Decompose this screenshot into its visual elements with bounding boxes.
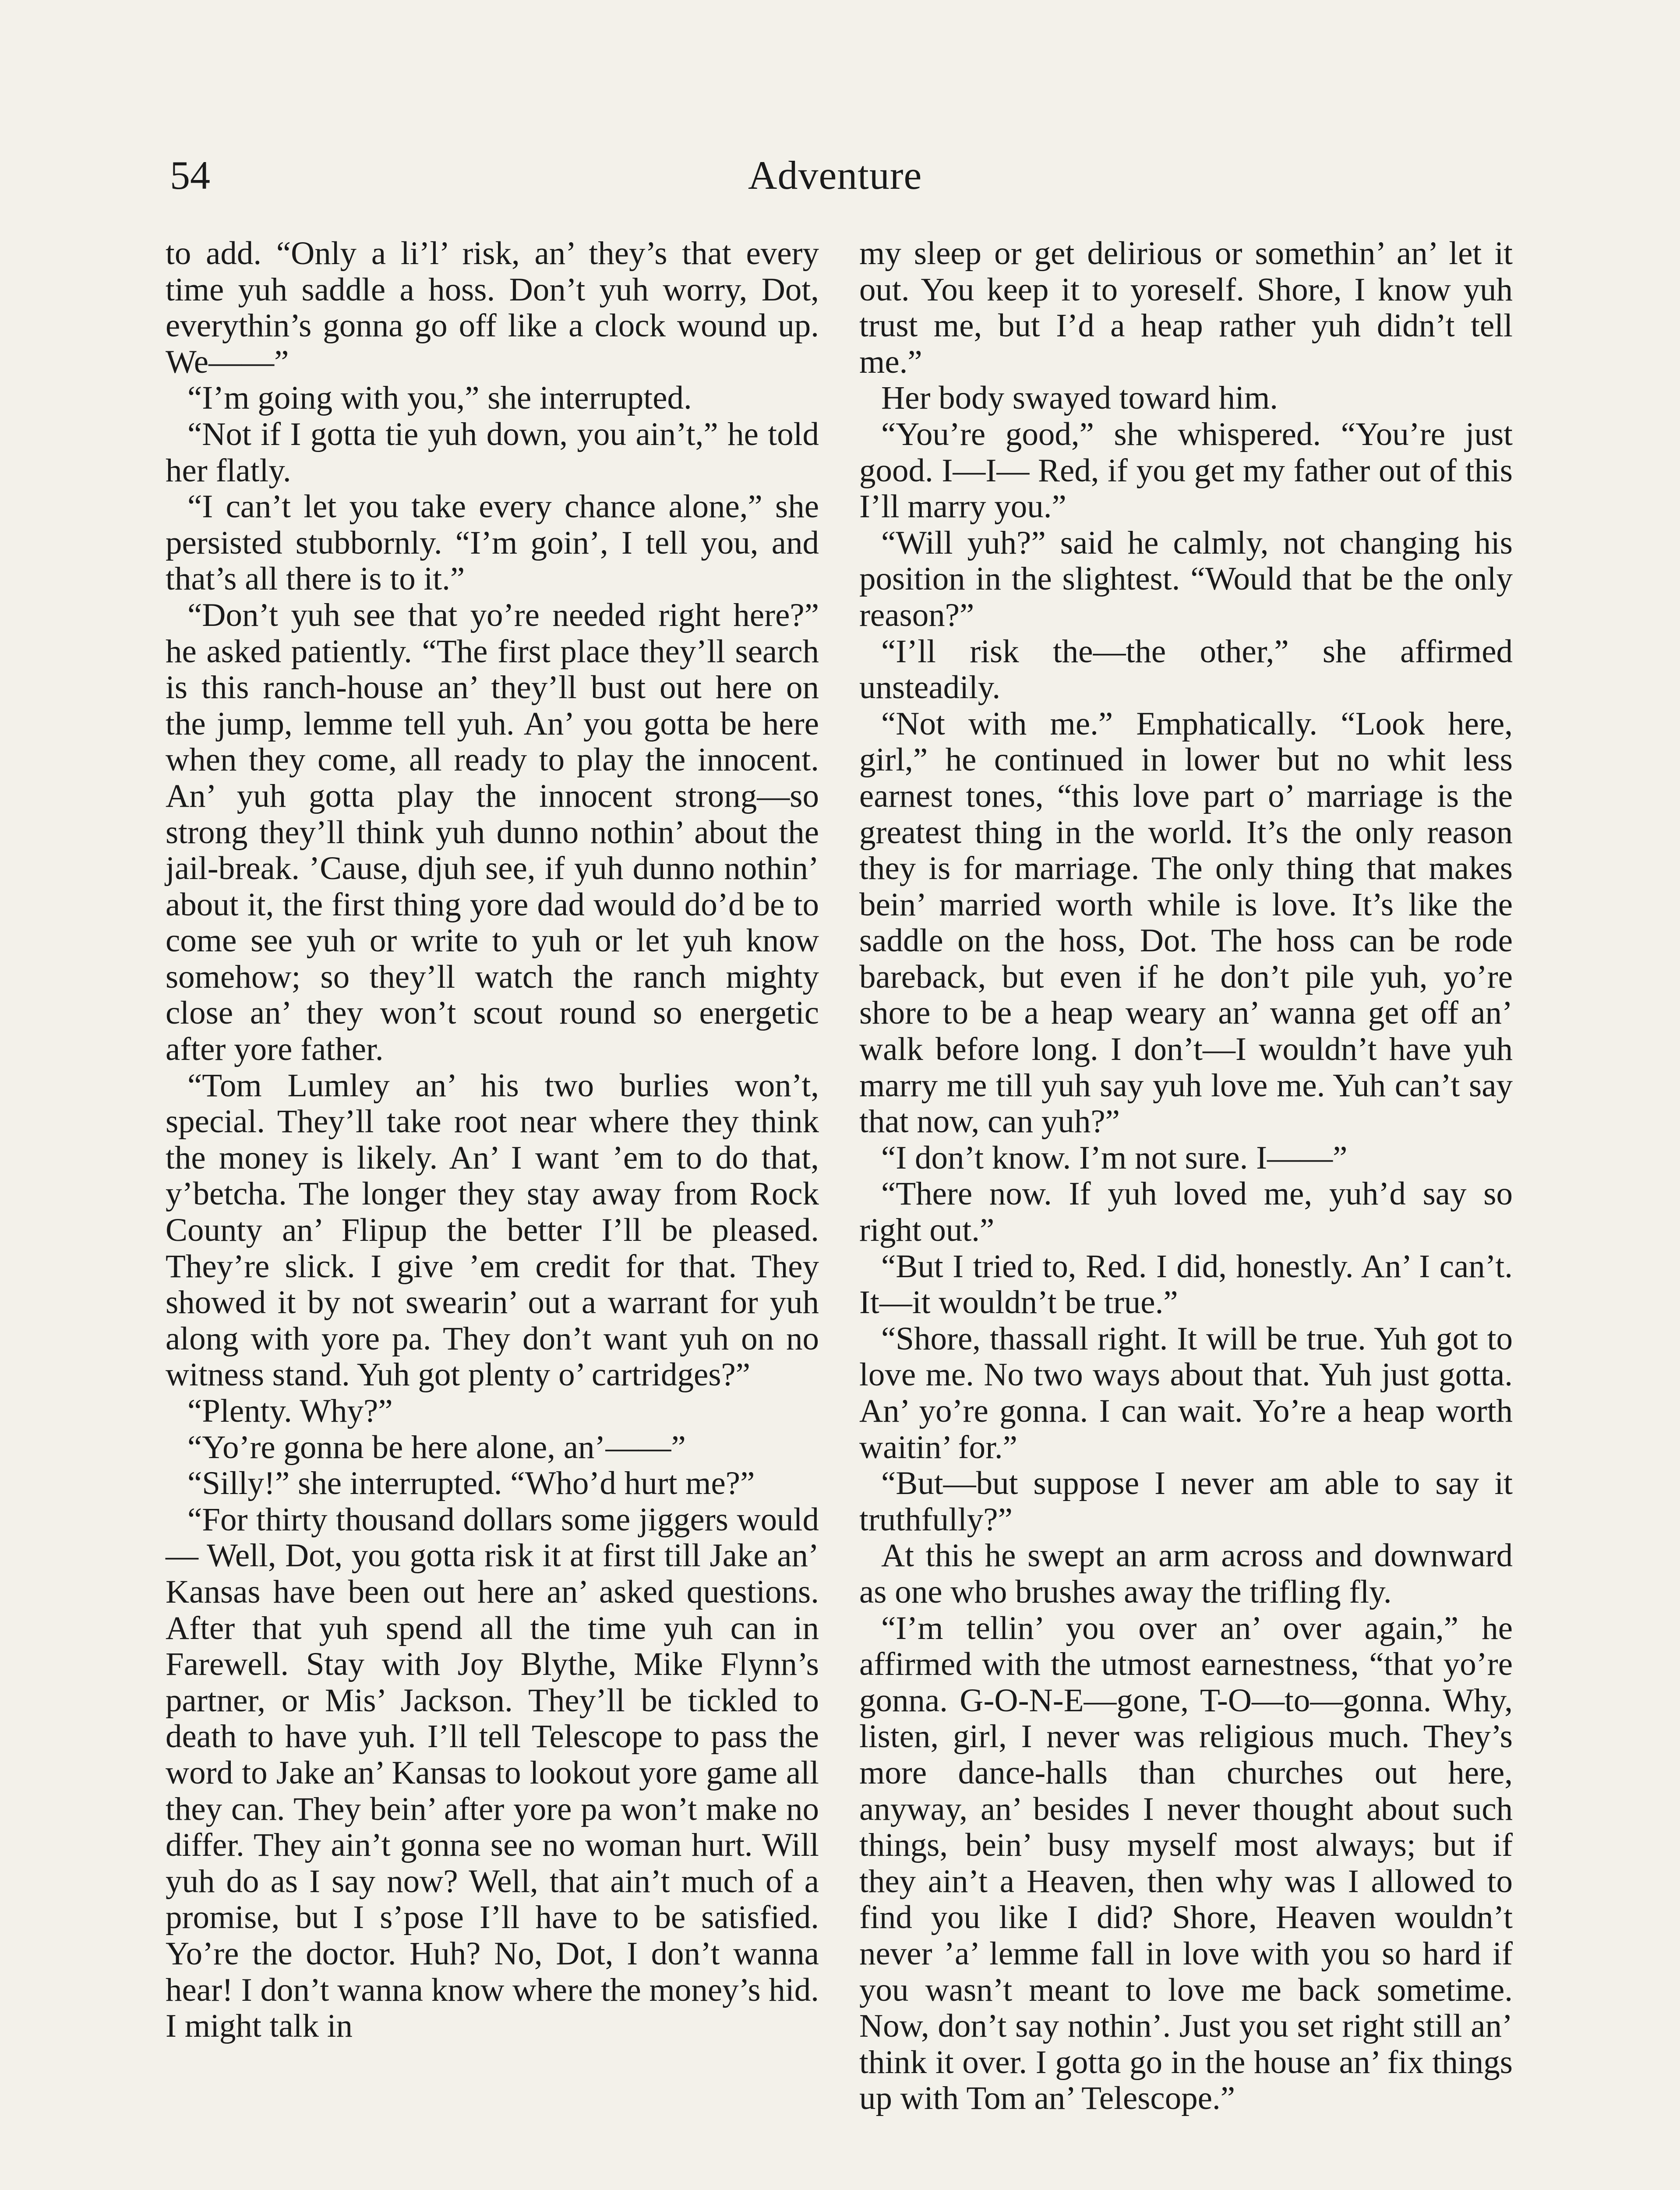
paragraph: “Yo’re gonna be here alone, an’——” bbox=[187, 1429, 686, 1466]
paragraph: “I’m going with you,” she interrupted. bbox=[187, 380, 692, 417]
paragraph: “Silly!” she interrupted. “Who’d hurt me?” bbox=[187, 1465, 755, 1502]
paragraph: “Not if I gotta tie yuh down, you ain’t,” he told her flatly. bbox=[166, 416, 819, 489]
paragraph: “Shore, thassall right. It will be true. Yuh got to love me. No two ways about that. Yuh just gotta. An’ yo’re gonna. I can wait. Yo’re a heap worth waitin’ for.” bbox=[859, 1320, 1513, 1466]
paragraph: “I’m tellin’ you over an’ over again,” he affirmed with the utmost earnestness, “that yo’re gonna. G-O-N-E—gone, T-O—to—gonna. Why, listen, girl, I never was religious much. They’s more dance-halls than churches out here, anyway, an’ besides I never thought about such things, bein’ busy myself most always; but if they ain’t a Heaven, then why was I allowed to find you like I did? Shore, Heaven wouldn’t never ’a’ lemme fall in love with you so hard if you wasn’t meant to love me back sometime. Now, don’t say nothin’. Just you set right still an’ think it over. I gotta go in the house an’ fix things up with Tom an’ Telescope.” bbox=[859, 1610, 1513, 2117]
paragraph: “I’ll risk the—the other,” she affirmed unsteadily. bbox=[859, 633, 1513, 706]
paragraph: “You’re good,” she whispered. “You’re just good. I—I— Red, if you get my father out of this I’ll marry you.” bbox=[859, 416, 1513, 525]
paragraph: “For thirty thousand dollars some jiggers would— Well, Dot, you gotta risk it at first till Jake an’ Kansas have been out here an’ asked questions. After that yuh spend all the time yuh can in Farewell. Stay with Joy Blythe, Mike Flynn’s partner, or Mis’ Jackson. They’ll be tickled to death to have yuh. I’ll tell Telescope to pass the word to Jake an’ Kansas to lookout yore game all they can. They bein’ after yore pa won’t make no differ. They ain’t gonna see no woman hurt. Will yuh do as I say now? Well, that ain’t much of a promise, but I s’pose I’ll have to be satisfied. Yo’re the doctor. Huh? No, Dot, I don’t wanna hear! I don’t wanna know where the money’s hid. I might talk in bbox=[166, 1501, 819, 2045]
paragraph: “Will yuh?” said he calmly, not changing his position in the slightest. “Would that be the only reason?” bbox=[859, 524, 1513, 633]
paragraph: “There now. If yuh loved me, yuh’d say so right out.” bbox=[859, 1176, 1513, 1249]
right-column bbox=[859, 236, 1513, 2117]
page-number: 54 bbox=[170, 153, 210, 198]
running-title: Adventure bbox=[748, 153, 922, 198]
paragraph: to add. “Only a li’l’ risk, an’ they’s that every time yuh saddle a hoss. Don’t yuh worry, Dot, everythin’s gonna go off like a clock wound up. We——” bbox=[166, 235, 819, 380]
paragraph: “Not with me.” Emphatically. “Look here, girl,” he continued in lower but no whit less earnest tones, “this love part o’ marriage is the greatest thing in the world. It’s the only reason they is for marriage. The only thing that makes bein’ married worth while is love. It’s like the saddle on the hoss, Dot. The hoss can be rode bareback, but even if he don’t pile yuh, yo’re shore to be a heap weary an’ wanna get off an’ walk before long. I don’t—I wouldn’t have yuh marry me till yuh say yuh love me. Yuh can’t say that now, can yuh?” bbox=[859, 705, 1513, 1140]
paragraph: Her body swayed toward him. bbox=[881, 380, 1278, 417]
paragraph: “Tom Lumley an’ his two burlies won’t, special. They’ll take root near where they think the money is likely. An’ I want ’em to do that, y’betcha. The longer they stay away from Rock County an’ Flipup the better I’ll be pleased. They’re slick. I give ’em credit for that. They showed it by not swearin’ out a warrant for yuh along with yore pa. They don’t want yuh on no witness stand. Yuh got plenty o’ cartridges?” bbox=[166, 1067, 819, 1393]
paragraph: “I can’t let you take every chance alone,” she persisted stubbornly. “I’m goin’, I tell you, and that’s all there is to it.” bbox=[166, 488, 819, 597]
left-column bbox=[166, 236, 819, 2045]
page-header bbox=[170, 145, 1528, 206]
paragraph: “But—but suppose I never am able to say it truthfully?” bbox=[859, 1465, 1513, 1538]
paragraph: “Plenty. Why?” bbox=[187, 1393, 393, 1429]
paragraph: “But I tried to, Red. I did, honestly. An’ I can’t. It—it wouldn’t be true.” bbox=[859, 1248, 1513, 1321]
paragraph: my sleep or get delirious or somethin’ an’ let it out. You keep it to yoreself. Shore, I know yuh trust me, but I’d a heap rather yuh didn’t tell me.” bbox=[859, 235, 1513, 380]
paragraph: “Don’t yuh see that yo’re needed right here?” he asked patiently. “The first place they’ll search is this ranch-house an’ they’ll bust out here on the jump, lemme tell yuh. An’ you gotta be here when they come, all ready to play the innocent. An’ yuh gotta play the innocent strong—so strong they’ll think yuh dunno nothin’ about the jail-break. ’Cause, djuh see, if yuh dunno nothin’ about it, the first thing yore dad would do’d be to come see yuh or write to yuh or let yuh know somehow; so they’ll watch the ranch mighty close an’ they won’t scout round so energetic after yore father. bbox=[166, 597, 819, 1068]
paragraph: At this he swept an arm across and downward as one who brushes away the trifling fly. bbox=[859, 1537, 1513, 1610]
paragraph: “I don’t know. I’m not sure. I——” bbox=[881, 1139, 1348, 1176]
